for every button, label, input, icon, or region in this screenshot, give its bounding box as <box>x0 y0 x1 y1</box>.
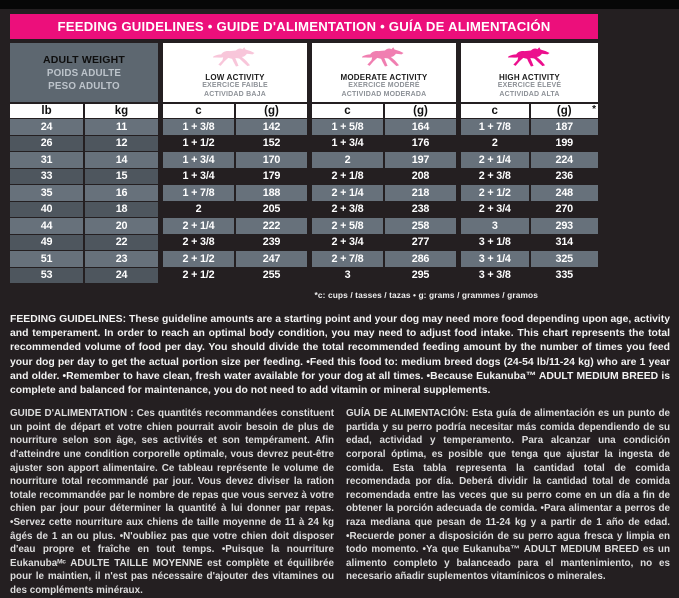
low-activity-header <box>163 43 307 102</box>
table-cell-hc: 2 + 3/4 <box>478 203 511 216</box>
table-cell-lg: 179 <box>234 169 307 185</box>
col-header-cups-high: c <box>491 105 498 117</box>
table-cell-kg: 22 <box>83 235 158 251</box>
high-activity-rows <box>461 119 598 283</box>
title-banner-text: FEEDING GUIDELINES • GUIDE D'ALIMENTATION • GUÍA DE ALIMENTACIÓN <box>57 19 551 34</box>
units-footnote: *c: cups / tasses / tazas • g: grams / grammes / gramos <box>314 290 538 300</box>
table-row <box>163 136 307 152</box>
moderate-activity-rows <box>312 119 456 283</box>
translated-paragraphs <box>10 407 670 597</box>
running-dog-icon <box>506 46 554 71</box>
table-cell-kg: 11 <box>83 119 158 135</box>
low-activity-group <box>163 43 307 283</box>
col-header-lb: lb <box>41 105 52 117</box>
table-cell-hg: 224 <box>529 152 599 168</box>
col-header-grams-moderate: (g) <box>383 104 456 118</box>
table-cell-lb: 24 <box>40 120 53 133</box>
col-header-kg: kg <box>83 104 158 118</box>
title-banner <box>10 14 598 39</box>
moderate-activity-label-fr: EXERCICE MODÉRÉ <box>348 82 420 89</box>
table-cell-lg: 170 <box>234 152 307 168</box>
table-row <box>163 235 307 251</box>
table-cell-lb: 35 <box>40 186 53 199</box>
table-cell-lc: 1 + 3/4 <box>182 170 215 183</box>
table-cell-mg: 277 <box>383 235 456 251</box>
weight-rows <box>10 119 158 283</box>
table-cell-lb: 53 <box>40 269 53 282</box>
feeding-guidelines-paragraph-spanish: GUÍA DE ALIMENTACIÓN: Esta guía de alimentación es un punto de partida y su perro podría necesitar más comida dependiendo de su edad, actividad y temperamento. Para alcanzar una condición corporal óptima, es posible que tenga que ajustar la ingesta de comida. Esta tabla representa la cantidad total de comida recomendada por día. Deberá dividir la cantidad total de comida recomendada entre las veces que su perro come en un día a fin de obtener la porción adecuada de comida. •Para alimentar a perros de raza mediana que pesan de 11-24 kg y a partir de 1 año de edad. •Recuerde poner a disposición de su perro agua fresca y limpia en todo momento. •Ya que Eukanuba™ ADULT MEDIUM BREED es un alimento completo y balanceado para el mantenimiento, no es necesario añadir suplementos vitamínicos o minerales. <box>346 408 670 583</box>
table-row <box>461 136 598 152</box>
table-row <box>10 202 158 218</box>
table-cell-lg: 239 <box>234 235 307 251</box>
adult-weight-label-es: PESO ADULTO <box>48 80 120 92</box>
table-cell-mg: 238 <box>383 202 456 218</box>
table-cell-kg: 12 <box>83 136 158 152</box>
table-cell-mg: 197 <box>383 152 456 168</box>
table-cell-hc: 3 <box>491 219 498 232</box>
table-cell-lb: 49 <box>40 236 53 249</box>
top-black-strip <box>0 0 679 9</box>
table-cell-kg: 15 <box>83 169 158 185</box>
label-content <box>0 9 679 598</box>
high-activity-header <box>461 43 598 102</box>
table-cell-mc: 2 + 1/8 <box>331 170 364 183</box>
table-cell-lb: 44 <box>40 219 53 232</box>
weight-column-group <box>10 43 158 283</box>
table-row <box>461 251 598 267</box>
table-cell-lc: 1 + 3/4 <box>182 153 215 166</box>
table-row <box>163 251 307 267</box>
table-cell-hg: 325 <box>529 251 599 267</box>
running-dog-icon <box>360 46 408 71</box>
table-cell-lc: 1 + 1/2 <box>182 137 215 150</box>
table-cell-lg: 255 <box>234 268 307 284</box>
table-row <box>312 268 456 284</box>
table-cell-hc: 3 + 1/4 <box>478 252 511 265</box>
table-row <box>10 218 158 234</box>
table-cell-kg: 20 <box>83 218 158 234</box>
table-cell-hc: 1 + 7/8 <box>478 120 511 133</box>
feeding-guidelines-paragraph-english: FEEDING GUIDELINES: These guideline amounts are a starting point and your dog may need more food depending upon age, activity and temperament. In order to reach an optimal body condition, you may need to adjust food intake. This chart represents the total recommended volume of food per day. You should divide the total recommended feeding amount by the number of times you feed your dog per day to get the actual portion size per feeding. •Feed this food to: medium breed dogs (24-54 lb/11-24 kg) who are 1 year and older. •Remember to have clean, fresh water available for your dog at all times. •Because Eukanuba™ ADULT MEDIUM BREED is complete and balanced for maintenance, you do not need to add vitamin or mineral supplements. <box>10 314 670 397</box>
table-cell-hc: 3 + 3/8 <box>478 269 511 282</box>
table-cell-mc: 1 + 5/8 <box>331 120 364 133</box>
table-cell-hg: 335 <box>529 268 599 284</box>
table-cell-mc: 2 + 3/8 <box>331 203 364 216</box>
table-cell-lb: 40 <box>40 203 53 216</box>
table-row <box>163 169 307 185</box>
table-row <box>163 218 307 234</box>
table-row <box>461 119 598 135</box>
table-cell-lb: 33 <box>40 170 53 183</box>
table-row <box>312 152 456 168</box>
table-row <box>163 152 307 168</box>
col-header-cups-moderate: c <box>344 105 351 117</box>
table-cell-lb: 51 <box>40 252 53 265</box>
low-activity-rows <box>163 119 307 283</box>
table-row <box>10 152 158 168</box>
table-row <box>312 235 456 251</box>
table-cell-mg: 258 <box>383 218 456 234</box>
moderate-activity-header <box>312 43 456 102</box>
table-cell-kg: 14 <box>83 152 158 168</box>
table-cell-hg: 270 <box>529 202 599 218</box>
table-row <box>10 169 158 185</box>
col-header-grams-high: (g) <box>529 104 599 118</box>
low-activity-label-fr: EXERCICE FAIBLE <box>202 82 268 89</box>
table-cell-mg: 295 <box>383 268 456 284</box>
table-cell-mc: 2 + 3/4 <box>331 236 364 249</box>
table-cell-mg: 164 <box>383 119 456 135</box>
table-cell-hg: 187 <box>529 119 599 135</box>
table-cell-lb: 26 <box>40 137 53 150</box>
table-cell-hg: 293 <box>529 218 599 234</box>
table-cell-hg: 314 <box>529 235 599 251</box>
table-cell-mg: 208 <box>383 169 456 185</box>
adult-weight-header <box>10 43 158 102</box>
col-header-grams-low: (g) <box>234 104 307 118</box>
table-cell-lg: 247 <box>234 251 307 267</box>
table-row <box>461 202 598 218</box>
table-row <box>10 136 158 152</box>
table-cell-hg: 248 <box>529 185 599 201</box>
low-activity-label-en: LOW ACTIVITY <box>205 73 265 82</box>
table-row <box>10 235 158 251</box>
table-cell-hc: 2 + 1/2 <box>478 186 511 199</box>
table-cell-mc: 2 <box>344 153 351 166</box>
running-dog-icon <box>211 46 259 71</box>
table-cell-lc: 1 + 3/8 <box>182 120 215 133</box>
table-row <box>312 136 456 152</box>
table-row <box>461 218 598 234</box>
table-cell-mc: 2 + 5/8 <box>331 219 364 232</box>
table-row <box>163 268 307 284</box>
table-row <box>10 185 158 201</box>
asterisk-marker: * <box>592 104 596 115</box>
moderate-activity-group <box>312 43 456 283</box>
low-units-row <box>163 102 307 118</box>
high-activity-label-es: ACTIVIDAD ALTA <box>499 90 560 98</box>
table-cell-hg: 199 <box>529 136 599 152</box>
high-activity-label-fr: EXERCICE ÉLEVÉ <box>497 82 562 89</box>
table-row <box>163 185 307 201</box>
table-cell-mc: 2 + 1/4 <box>331 186 364 199</box>
table-cell-lc: 2 + 1/2 <box>182 269 215 282</box>
table-cell-kg: 18 <box>83 202 158 218</box>
table-cell-mg: 286 <box>383 251 456 267</box>
table-cell-mc: 1 + 3/4 <box>331 137 364 150</box>
feeding-table <box>10 43 598 283</box>
table-cell-mg: 218 <box>383 185 456 201</box>
dog-silhouette-high <box>507 47 549 66</box>
adult-weight-label-en: ADULT WEIGHT <box>42 53 126 66</box>
high-activity-label-en: HIGH ACTIVITY <box>499 73 560 82</box>
table-cell-lc: 2 <box>195 203 202 216</box>
table-row <box>312 218 456 234</box>
table-cell-kg: 16 <box>83 185 158 201</box>
table-row <box>10 119 158 135</box>
table-cell-mg: 176 <box>383 136 456 152</box>
table-cell-lc: 2 + 3/8 <box>182 236 215 249</box>
moderate-activity-label-en: MODERATE ACTIVITY <box>340 73 428 82</box>
table-row <box>10 251 158 267</box>
table-cell-lc: 2 + 1/4 <box>182 219 215 232</box>
table-row <box>312 169 456 185</box>
table-cell-lg: 142 <box>234 119 307 135</box>
table-cell-lg: 152 <box>234 136 307 152</box>
table-cell-hc: 2 + 1/4 <box>478 153 511 166</box>
table-row <box>312 119 456 135</box>
table-cell-lb: 31 <box>40 153 53 166</box>
moderate-units-row <box>312 102 456 118</box>
weight-units-row <box>10 102 158 118</box>
table-cell-kg: 23 <box>83 251 158 267</box>
high-units-row <box>461 102 598 118</box>
table-cell-lg: 188 <box>234 185 307 201</box>
table-cell-mc: 3 <box>344 269 351 282</box>
table-cell-lg: 222 <box>234 218 307 234</box>
table-cell-hc: 2 + 3/8 <box>478 170 511 183</box>
table-cell-mc: 2 + 7/8 <box>331 252 364 265</box>
table-row <box>10 268 158 284</box>
table-row <box>312 251 456 267</box>
table-row <box>461 169 598 185</box>
table-row <box>461 235 598 251</box>
table-row <box>163 119 307 135</box>
dog-silhouette-moderate <box>362 47 404 66</box>
adult-weight-label-fr: POIDS ADULTE <box>46 67 122 79</box>
table-cell-lc: 1 + 7/8 <box>182 186 215 199</box>
table-cell-kg: 24 <box>83 268 158 284</box>
table-row <box>312 185 456 201</box>
table-row <box>163 202 307 218</box>
feeding-guidelines-paragraph-french: GUIDE D'ALIMENTATION : Ces quantités recommandées constituent un point de départ et votre chien pourrait avoir besoin de plus de nourriture selon son âge, ses activités et son tempérament. Afin d'atteindre une condition corporelle optimale, vous devrez peut-être ajuster son apport alimentaire. Ce tableau représente le volume de nourriture total recommandé par jour. Vous devez diviser la ration totale recommandée par le nombre de repas que vous servez à votre chien par jour pour déterminer la quantité à lui donner par repas. •Servez cette nourriture aux chiens de taille moyenne de 11 à 24 kg âgés de 1 an ou plus. •N'oubliez pas que votre chien doit disposer d'eau propre et fraîche en tout temps. •Puisque la nourriture Eukanubaᴹᶜ ADULTE TAILLE MOYENNE est complète et équilibrée pour le maintien, il n'est pas nécessaire d'ajouter des vitamines ou des compléments minéraux. <box>10 408 334 596</box>
table-cell-lg: 205 <box>234 202 307 218</box>
moderate-activity-label-es: ACTIVIDAD MODERADA <box>341 90 427 98</box>
table-cell-hc: 3 + 1/8 <box>478 236 511 249</box>
table-row <box>461 152 598 168</box>
dog-silhouette-low <box>213 47 255 66</box>
table-row <box>312 202 456 218</box>
table-row <box>461 185 598 201</box>
low-activity-label-es: ACTIVIDAD BAJA <box>204 90 266 98</box>
table-cell-lc: 2 + 1/2 <box>182 252 215 265</box>
table-cell-hg: 236 <box>529 169 599 185</box>
table-row <box>461 268 598 284</box>
col-header-cups-low: c <box>195 105 202 117</box>
table-cell-hc: 2 <box>491 137 498 150</box>
high-activity-group <box>461 43 598 283</box>
